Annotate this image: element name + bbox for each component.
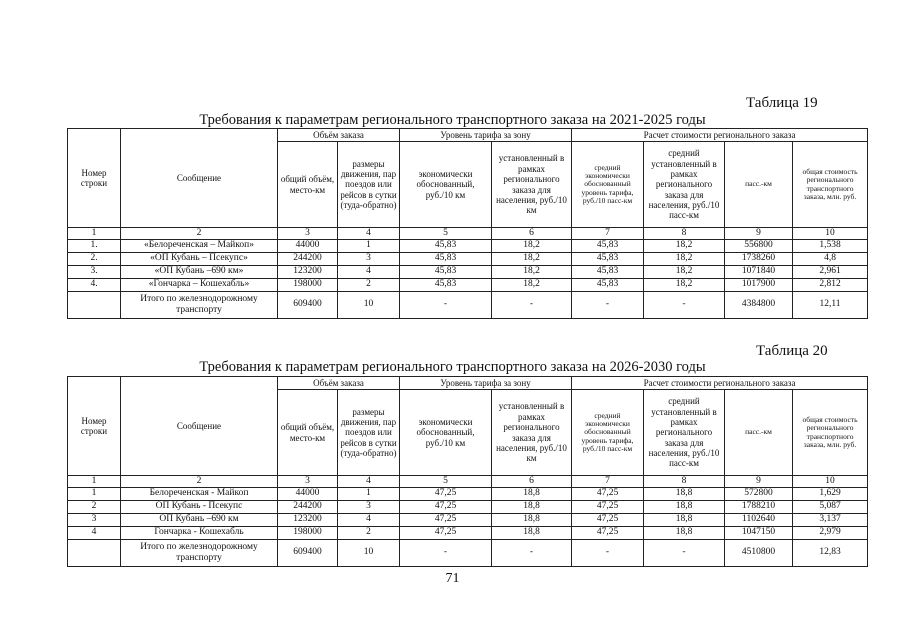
- index-row: [68, 228, 868, 240]
- table-cell: 198000: [278, 526, 338, 539]
- table-cell: 18,8: [492, 487, 572, 500]
- index-cell: 3: [278, 228, 338, 240]
- table-cell: -: [644, 539, 725, 566]
- table-cell: -: [492, 291, 572, 318]
- table-cell: 45,83: [400, 265, 492, 278]
- total-row: [68, 539, 868, 566]
- index-row: [68, 476, 868, 488]
- table-cell: 18,2: [492, 239, 572, 252]
- table-row: [68, 265, 868, 278]
- group-header-row: [68, 129, 868, 142]
- table-cell: 18,8: [492, 500, 572, 513]
- table-cell: 5,087: [793, 500, 868, 513]
- table-cell: 18,8: [644, 526, 725, 539]
- service-header: Сообщение: [121, 377, 278, 476]
- table-cell: 45,83: [572, 252, 644, 265]
- tariff-group-header: Уровень тарифа за зону: [400, 129, 572, 142]
- table-19: [67, 128, 868, 319]
- table-row: [68, 239, 868, 252]
- table-cell: ОП Кубань –690 км: [121, 513, 278, 526]
- index-cell: 10: [793, 228, 868, 240]
- index-cell: 5: [400, 228, 492, 240]
- table-cell: 2.: [68, 252, 121, 265]
- table-cell: 4.: [68, 278, 121, 291]
- table-cell: 18,2: [644, 239, 725, 252]
- table-cell: 10: [338, 539, 400, 566]
- table-cell: «ОП Кубань –690 км»: [121, 265, 278, 278]
- table-cell: 3,137: [793, 513, 868, 526]
- total-row: [68, 291, 868, 318]
- table-cell: 1788210: [725, 500, 793, 513]
- index-cell: 9: [725, 228, 793, 240]
- table-cell: «ОП Кубань – Псекупс»: [121, 252, 278, 265]
- table-cell: 18,8: [492, 526, 572, 539]
- index-cell: 9: [725, 476, 793, 488]
- table-cell: 47,25: [400, 513, 492, 526]
- table-cell: 44000: [278, 487, 338, 500]
- pass-km-header: пасс.-км: [725, 142, 793, 228]
- set-tariff-header: установленный в рамках регионального заказа для населения, руб./10 км: [492, 142, 572, 228]
- table-cell: 12,83: [793, 539, 868, 566]
- table-cell: 123200: [278, 265, 338, 278]
- table-cell: 18,8: [644, 500, 725, 513]
- table-cell: 4: [68, 526, 121, 539]
- table-cell: 18,2: [644, 265, 725, 278]
- cost-group-header: Расчет стоимости регионального заказа: [572, 377, 868, 390]
- table-cell: 1: [338, 487, 400, 500]
- cost-group-header: Расчет стоимости регионального заказа: [572, 129, 868, 142]
- table-cell: 1,538: [793, 239, 868, 252]
- table-cell: 12,11: [793, 291, 868, 318]
- table-cell: 3.: [68, 265, 121, 278]
- volume-group-header: Объём заказа: [278, 377, 400, 390]
- table-cell: 2,812: [793, 278, 868, 291]
- economic-tariff-header: экономически обоснованный, руб./10 км: [400, 390, 492, 476]
- table-cell: 2,961: [793, 265, 868, 278]
- table-cell: 1071840: [725, 265, 793, 278]
- table-cell: 572800: [725, 487, 793, 500]
- table-row: [68, 500, 868, 513]
- table-cell: 4510800: [725, 539, 793, 566]
- table-cell: 47,25: [572, 526, 644, 539]
- table-cell: 18,8: [492, 513, 572, 526]
- table-20-label: Таблица 20: [756, 343, 828, 359]
- index-cell: 2: [121, 228, 278, 240]
- total-volume-header: общий объём, место-км: [278, 390, 338, 476]
- table-row: [68, 513, 868, 526]
- table-cell: 47,25: [572, 500, 644, 513]
- table-cell: 45,83: [572, 239, 644, 252]
- table-cell: 1.: [68, 239, 121, 252]
- table-cell: 45,83: [400, 239, 492, 252]
- table-19-title: Требования к параметрам регионального транспортного заказа на 2021-2025 годы: [199, 112, 706, 128]
- table-cell: 609400: [278, 539, 338, 566]
- table-cell: -: [572, 291, 644, 318]
- index-cell: 6: [492, 228, 572, 240]
- table-cell: 18,2: [492, 278, 572, 291]
- table-cell: 4384800: [725, 291, 793, 318]
- set-tariff-header: установленный в рамках регионального заказа для населения, руб./10 км: [492, 390, 572, 476]
- table-cell: 4: [338, 265, 400, 278]
- table-cell: 3: [68, 513, 121, 526]
- index-cell: 6: [492, 476, 572, 488]
- table-cell: 244200: [278, 252, 338, 265]
- table-cell: 2: [338, 278, 400, 291]
- tariff-group-header: Уровень тарифа за зону: [400, 377, 572, 390]
- table-cell: 47,25: [572, 487, 644, 500]
- table-cell: Гончарка - Кошехабль: [121, 526, 278, 539]
- table-cell: 1,629: [793, 487, 868, 500]
- volume-group-header: Объём заказа: [278, 129, 400, 142]
- traffic-size-header: размеры движения, пар поездов или рейсов в сутки (туда-обратно): [338, 390, 400, 476]
- table-cell: 4,8: [793, 252, 868, 265]
- table-row: [68, 278, 868, 291]
- table-cell: «Белореченская – Майкоп»: [121, 239, 278, 252]
- table-cell: 1: [68, 487, 121, 500]
- table-cell: 244200: [278, 500, 338, 513]
- row-number-header: Номер строки: [68, 377, 121, 476]
- total-volume-header: общий объём, место-км: [278, 142, 338, 228]
- table-cell: 45,83: [572, 278, 644, 291]
- avg-set-header: средний установленный в рамках регионального заказа для населения, руб./10 пасс-км: [644, 390, 725, 476]
- table-cell: 3: [338, 252, 400, 265]
- table-cell: -: [644, 291, 725, 318]
- page-number: 71: [445, 571, 460, 586]
- table-cell: 198000: [278, 278, 338, 291]
- index-cell: 4: [338, 228, 400, 240]
- table-20-title: Требования к параметрам регионального транспортного заказа на 2026-2030 годы: [199, 359, 706, 375]
- index-cell: 3: [278, 476, 338, 488]
- table-cell: 45,83: [572, 265, 644, 278]
- table-cell: 4: [338, 513, 400, 526]
- table-cell: [68, 291, 121, 318]
- table-cell: -: [400, 539, 492, 566]
- index-cell: 2: [121, 476, 278, 488]
- table-row: [68, 526, 868, 539]
- table-cell: -: [400, 291, 492, 318]
- avg-set-header: средний установленный в рамках регионального заказа для населения, руб./10 пасс-км: [644, 142, 725, 228]
- table-cell: [68, 539, 121, 566]
- index-cell: 8: [644, 228, 725, 240]
- total-cost-header: общая стоимость регионального транспортного заказа, млн. руб.: [793, 142, 868, 228]
- table-cell: 10: [338, 291, 400, 318]
- table-cell: 1738260: [725, 252, 793, 265]
- table-cell: 44000: [278, 239, 338, 252]
- table-cell: Белореченская - Майкоп: [121, 487, 278, 500]
- table-cell: 18,2: [644, 252, 725, 265]
- table-cell: 3: [338, 500, 400, 513]
- table-cell: 45,83: [400, 252, 492, 265]
- row-number-header: Номер строки: [68, 129, 121, 228]
- pass-km-header: пасс.-км: [725, 390, 793, 476]
- group-header-row: [68, 377, 868, 390]
- table-cell: 1: [338, 239, 400, 252]
- economic-tariff-header: экономически обоснованный, руб./10 км: [400, 142, 492, 228]
- traffic-size-header: размеры движения, пар поездов или рейсов в сутки (туда-обратно): [338, 142, 400, 228]
- index-cell: 5: [400, 476, 492, 488]
- table-19-label: Таблица 19: [746, 95, 818, 111]
- table-cell: 47,25: [572, 513, 644, 526]
- index-cell: 1: [68, 476, 121, 488]
- table-cell: 2: [68, 500, 121, 513]
- table-cell: 1047150: [725, 526, 793, 539]
- table-cell: 18,8: [644, 487, 725, 500]
- table-cell: 1017900: [725, 278, 793, 291]
- table-cell: 47,25: [400, 526, 492, 539]
- table-cell: 609400: [278, 291, 338, 318]
- table-cell: 47,25: [400, 500, 492, 513]
- table-cell: 1102640: [725, 513, 793, 526]
- table-cell: ОП Кубань - Псекупс: [121, 500, 278, 513]
- index-cell: 4: [338, 476, 400, 488]
- table-cell: 47,25: [400, 487, 492, 500]
- table-row: [68, 487, 868, 500]
- table-row: [68, 252, 868, 265]
- avg-economic-header: средний экономически обоснованный уровень тарифа, руб./10 пасс-км: [572, 142, 644, 228]
- table-cell: 18,2: [492, 252, 572, 265]
- total-label: Итого по железнодорожному транспорту: [121, 539, 278, 566]
- table-cell: 2,979: [793, 526, 868, 539]
- total-label: Итого по железнодорожному транспорту: [121, 291, 278, 318]
- table-20: [67, 376, 868, 567]
- total-cost-header: общая стоимость регионального транспортного заказа, млн. руб.: [793, 390, 868, 476]
- table-cell: 45,83: [400, 278, 492, 291]
- avg-economic-header: средний экономически обоснованный уровень тарифа, руб./10 пасс-км: [572, 390, 644, 476]
- index-cell: 10: [793, 476, 868, 488]
- table-cell: «Гончарка – Кошехабль»: [121, 278, 278, 291]
- table-cell: 2: [338, 526, 400, 539]
- index-cell: 7: [572, 228, 644, 240]
- index-cell: 8: [644, 476, 725, 488]
- table-cell: -: [492, 539, 572, 566]
- table-cell: 18,2: [644, 278, 725, 291]
- table-cell: 123200: [278, 513, 338, 526]
- index-cell: 1: [68, 228, 121, 240]
- table-cell: -: [572, 539, 644, 566]
- table-cell: 556800: [725, 239, 793, 252]
- service-header: Сообщение: [121, 129, 278, 228]
- index-cell: 7: [572, 476, 644, 488]
- table-cell: 18,8: [644, 513, 725, 526]
- table-cell: 18,2: [492, 265, 572, 278]
